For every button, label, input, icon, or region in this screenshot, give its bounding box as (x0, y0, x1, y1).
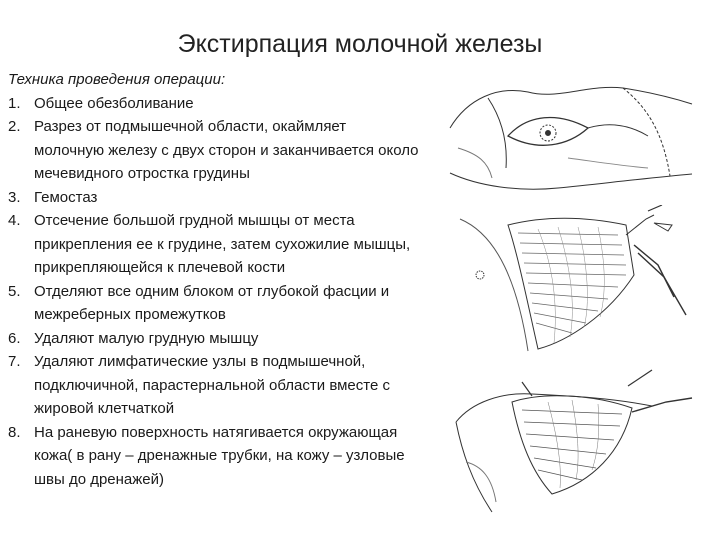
steps-list (8, 92, 420, 492)
step-number: 7. (8, 353, 21, 370)
slide-title: Экстирпация молочной железы (177, 30, 543, 58)
step-number: 4. (8, 212, 21, 229)
step-number: 6. (8, 329, 21, 347)
step-number: 2. (8, 118, 21, 135)
step-item (8, 421, 420, 492)
subtitle: Техника проведения операции: (8, 71, 226, 88)
step-item (8, 350, 420, 421)
step-item (8, 327, 420, 351)
step-text: На раневую поверхность натягивается окружающая кожа( в рану – дренажные трубки, на кожу – узловые швы до дренажей) (34, 423, 405, 488)
step-text: Удаляют малую грудную мышцу (34, 329, 259, 347)
step-item (8, 209, 420, 280)
pectoral-muscle-illustration (458, 205, 694, 355)
incision-illustration (448, 78, 694, 196)
step-number: 3. (8, 188, 21, 206)
step-text: Общее обезболивание (34, 94, 194, 112)
step-item (8, 186, 420, 210)
step-text: Отделяют все одним блоком от глубокой фасции и межреберных промежутков (34, 282, 390, 323)
step-item (8, 280, 420, 327)
content-column (8, 68, 420, 491)
step-text: Отсечение большой грудной мышцы от места прикрепления ее к грудине, затем сухожилие мышцы, прикрепляющейся к плечевой кости (34, 212, 411, 276)
step-text: Разрез от подмышечной области, окаймляет молочную железу с двух сторон и заканчивается около мечевидного отростка грудины (34, 118, 419, 182)
step-number: 1. (8, 94, 21, 112)
step-text: Удаляют лимфатические узлы в подмышечной, подключичной, парастернальной области вместе с жировой клетчаткой (34, 353, 390, 417)
step-text: Гемостаз (34, 188, 98, 206)
step-item (8, 115, 420, 186)
step-number: 8. (8, 423, 21, 441)
step-item (8, 92, 420, 116)
step-number: 5. (8, 282, 21, 300)
axillary-dissection-illustration (452, 362, 698, 517)
